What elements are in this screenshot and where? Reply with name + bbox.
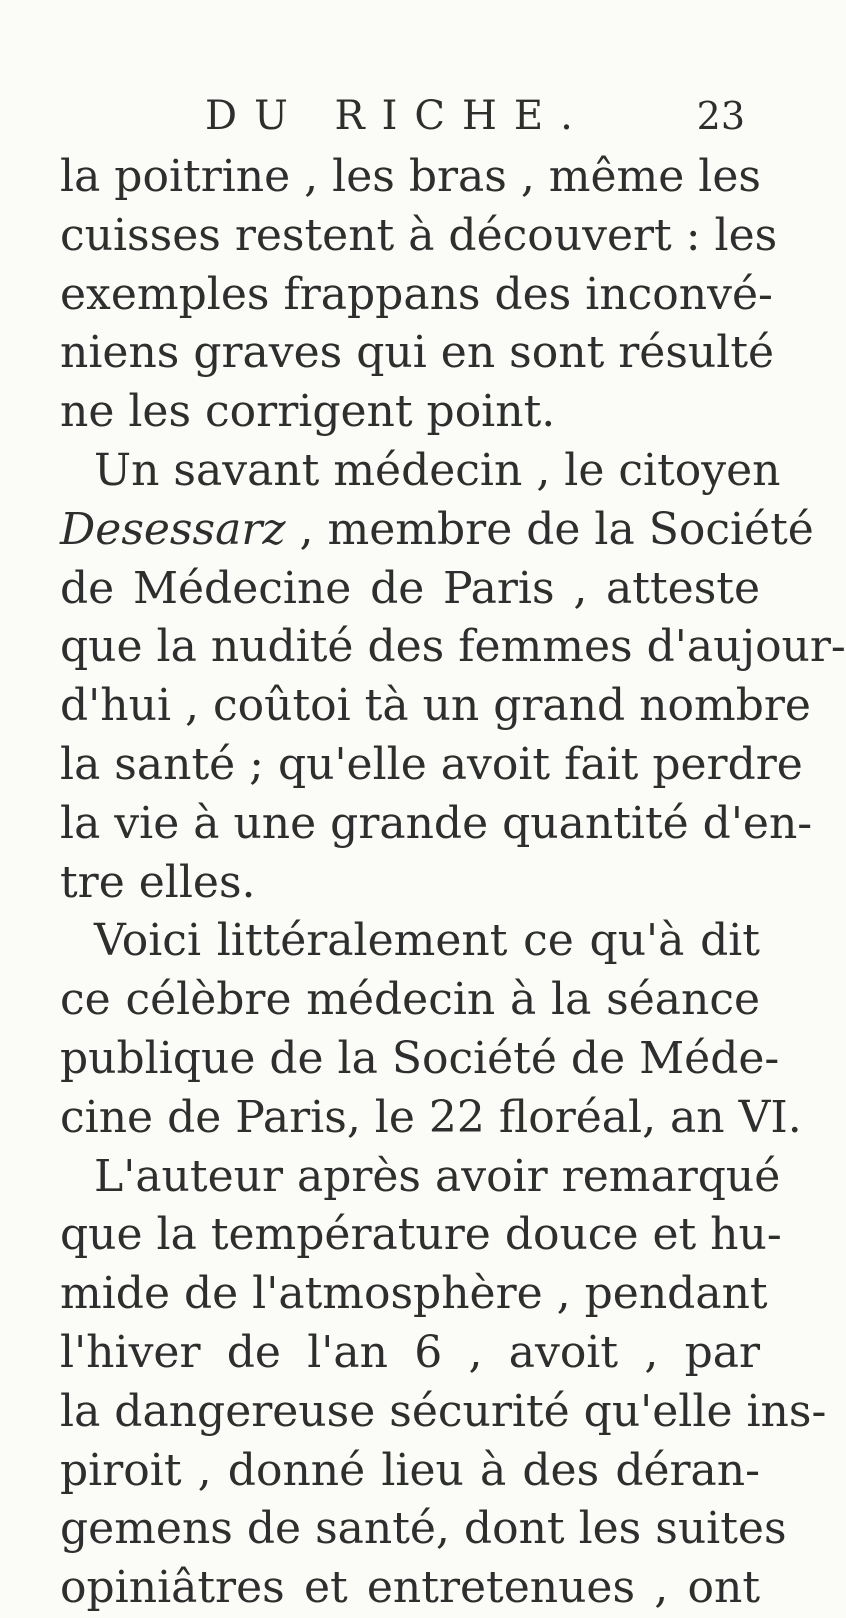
text-line: Un savant médecin , le citoyen [94, 444, 781, 496]
text-line: que la nudité des femmes d'aujour- [60, 621, 846, 673]
text-line: tre elles. [60, 856, 256, 908]
text-line: cuisses restent à découvert : les [60, 209, 778, 261]
text-line: Voici littéralement ce qu'à dit [94, 915, 760, 967]
text-line: la poitrine , les bras , même les [60, 151, 761, 202]
text-line: ne les corrigent point. [60, 386, 556, 438]
running-title: DU RICHE. [205, 93, 590, 139]
text-line: publique de la Société de Méde- [60, 1032, 780, 1084]
text-line: cine de Paris, le 22 floréal, an VI. [60, 1091, 802, 1143]
running-head [205, 86, 745, 146]
text-line: piroit , donné lieu à des déran- [60, 1444, 760, 1496]
text-line: la dangereuse sécurité qu'elle ins- [60, 1385, 827, 1437]
text-line: gemens de santé, dont les suites [60, 1503, 787, 1555]
text-line: l'hiver de l'an 6 , avoit , par [60, 1326, 760, 1378]
text-line: la santé ; qu'elle avoit fait perdre [60, 738, 803, 790]
body-text [60, 148, 846, 1618]
text-line: que la température douce et hu- [60, 1209, 782, 1261]
text-line: la vie à une grande quantité d'en- [60, 797, 813, 849]
text-line: mide de l'atmosphère , pendant [60, 1268, 768, 1320]
text-line: niens graves qui en sont résulté [60, 327, 775, 379]
text-line: d'hui , coûtoi tà un grand nombre [60, 680, 811, 732]
text-line: Desessarz , membre de la Société [60, 503, 814, 555]
page-number: 23 [696, 94, 745, 138]
text-line: exemples frappans des inconvé- [60, 268, 773, 320]
text-line: L'auteur après avoir remarqué [94, 1150, 781, 1202]
text-line: opiniâtres et entretenues , ont [60, 1562, 760, 1614]
text-line: de Médecine de Paris , atteste [60, 562, 760, 614]
text-line: ce célèbre médecin à la séance [60, 974, 760, 1026]
person-name: Desessarz [60, 503, 286, 555]
